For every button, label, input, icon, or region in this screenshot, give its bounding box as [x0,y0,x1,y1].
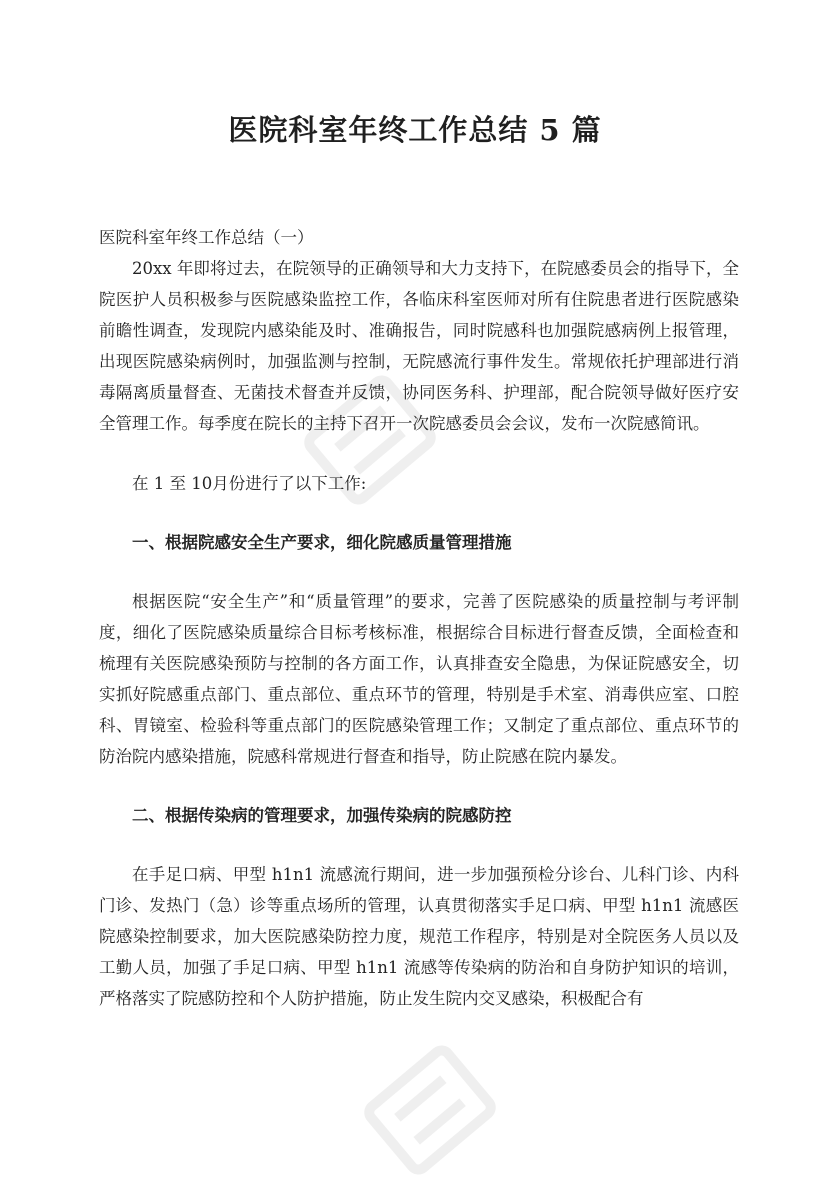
section-heading: 一、根据院感安全生产要求，细化院感质量管理措施 [132,533,512,552]
document-body [99,222,739,1014]
lead-paragraph: 在 1 至 10月份进行了以下工作: [132,474,367,493]
section-subtitle: 医院科室年终工作总结（一） [99,228,314,247]
intro-paragraph: 20xx 年即将过去，在院领导的正确领导和大力支持下，在院感委员会的指导下，全院医护人员积极参与医院感染监控工作，各临床科室医师对所有住院患者进行医院感染前瞻性调查，发现院内感染能及时、准确报告，同时院感科也加强院感病例上报管理，出现医院感染病例时，加强监测与控制，无院感流行事件发生。常规依托护理部进行消毒隔离质量督查、无菌技术督查并反馈，协同医务科、护理部，配合院领导做好医疗安全管理工作。每季度在院长的主持下召开一次院感委员会会议，发布一次院感简讯。 [99,259,739,433]
section-paragraph: 在手足口病、甲型 h1n1 流感流行期间，进一步加强预检分诊台、儿科门诊、内科门诊、发热门（急）诊等重点场所的管理，认真贯彻落实手足口病、甲型 h1n1 流感医院感染控制要求，加大医院感染防控力度，规范工作程序，特别是对全院医务人员以及工勤人员，加强了手足口病、甲型 h1n1 流感等传染病的防治和自身防护知识的培训，严格落实了院感防控和个人防护措施，防止发生院内交叉感染，积极配合有 [99,865,739,1008]
section-paragraph: 根据医院“安全生产”和“质量管理”的要求，完善了医院感染的质量控制与考评制度，细化了医院感染质量综合目标考核标准，根据综合目标进行督查反馈，全面检查和梳理有关医院感染预防与控制的各方面工作，认真排查安全隐患，为保证院感安全，切实抓好院感重点部门、重点部位、重点环节的管理，特别是手术室、消毒供应室、口腔科、胃镜室、检验科等重点部门的医院感染管理工作；又制定了重点部位、重点环节的防治院内感染措施，院感科常规进行督查和指导，防止院感在院内暴发。 [99,592,739,766]
watermark-logo-icon [350,1040,510,1180]
section-heading: 二、根据传染病的管理要求，加强传染病的院感防控 [132,806,512,825]
page-title: 医院科室年终工作总结 5 篇 [228,113,602,147]
